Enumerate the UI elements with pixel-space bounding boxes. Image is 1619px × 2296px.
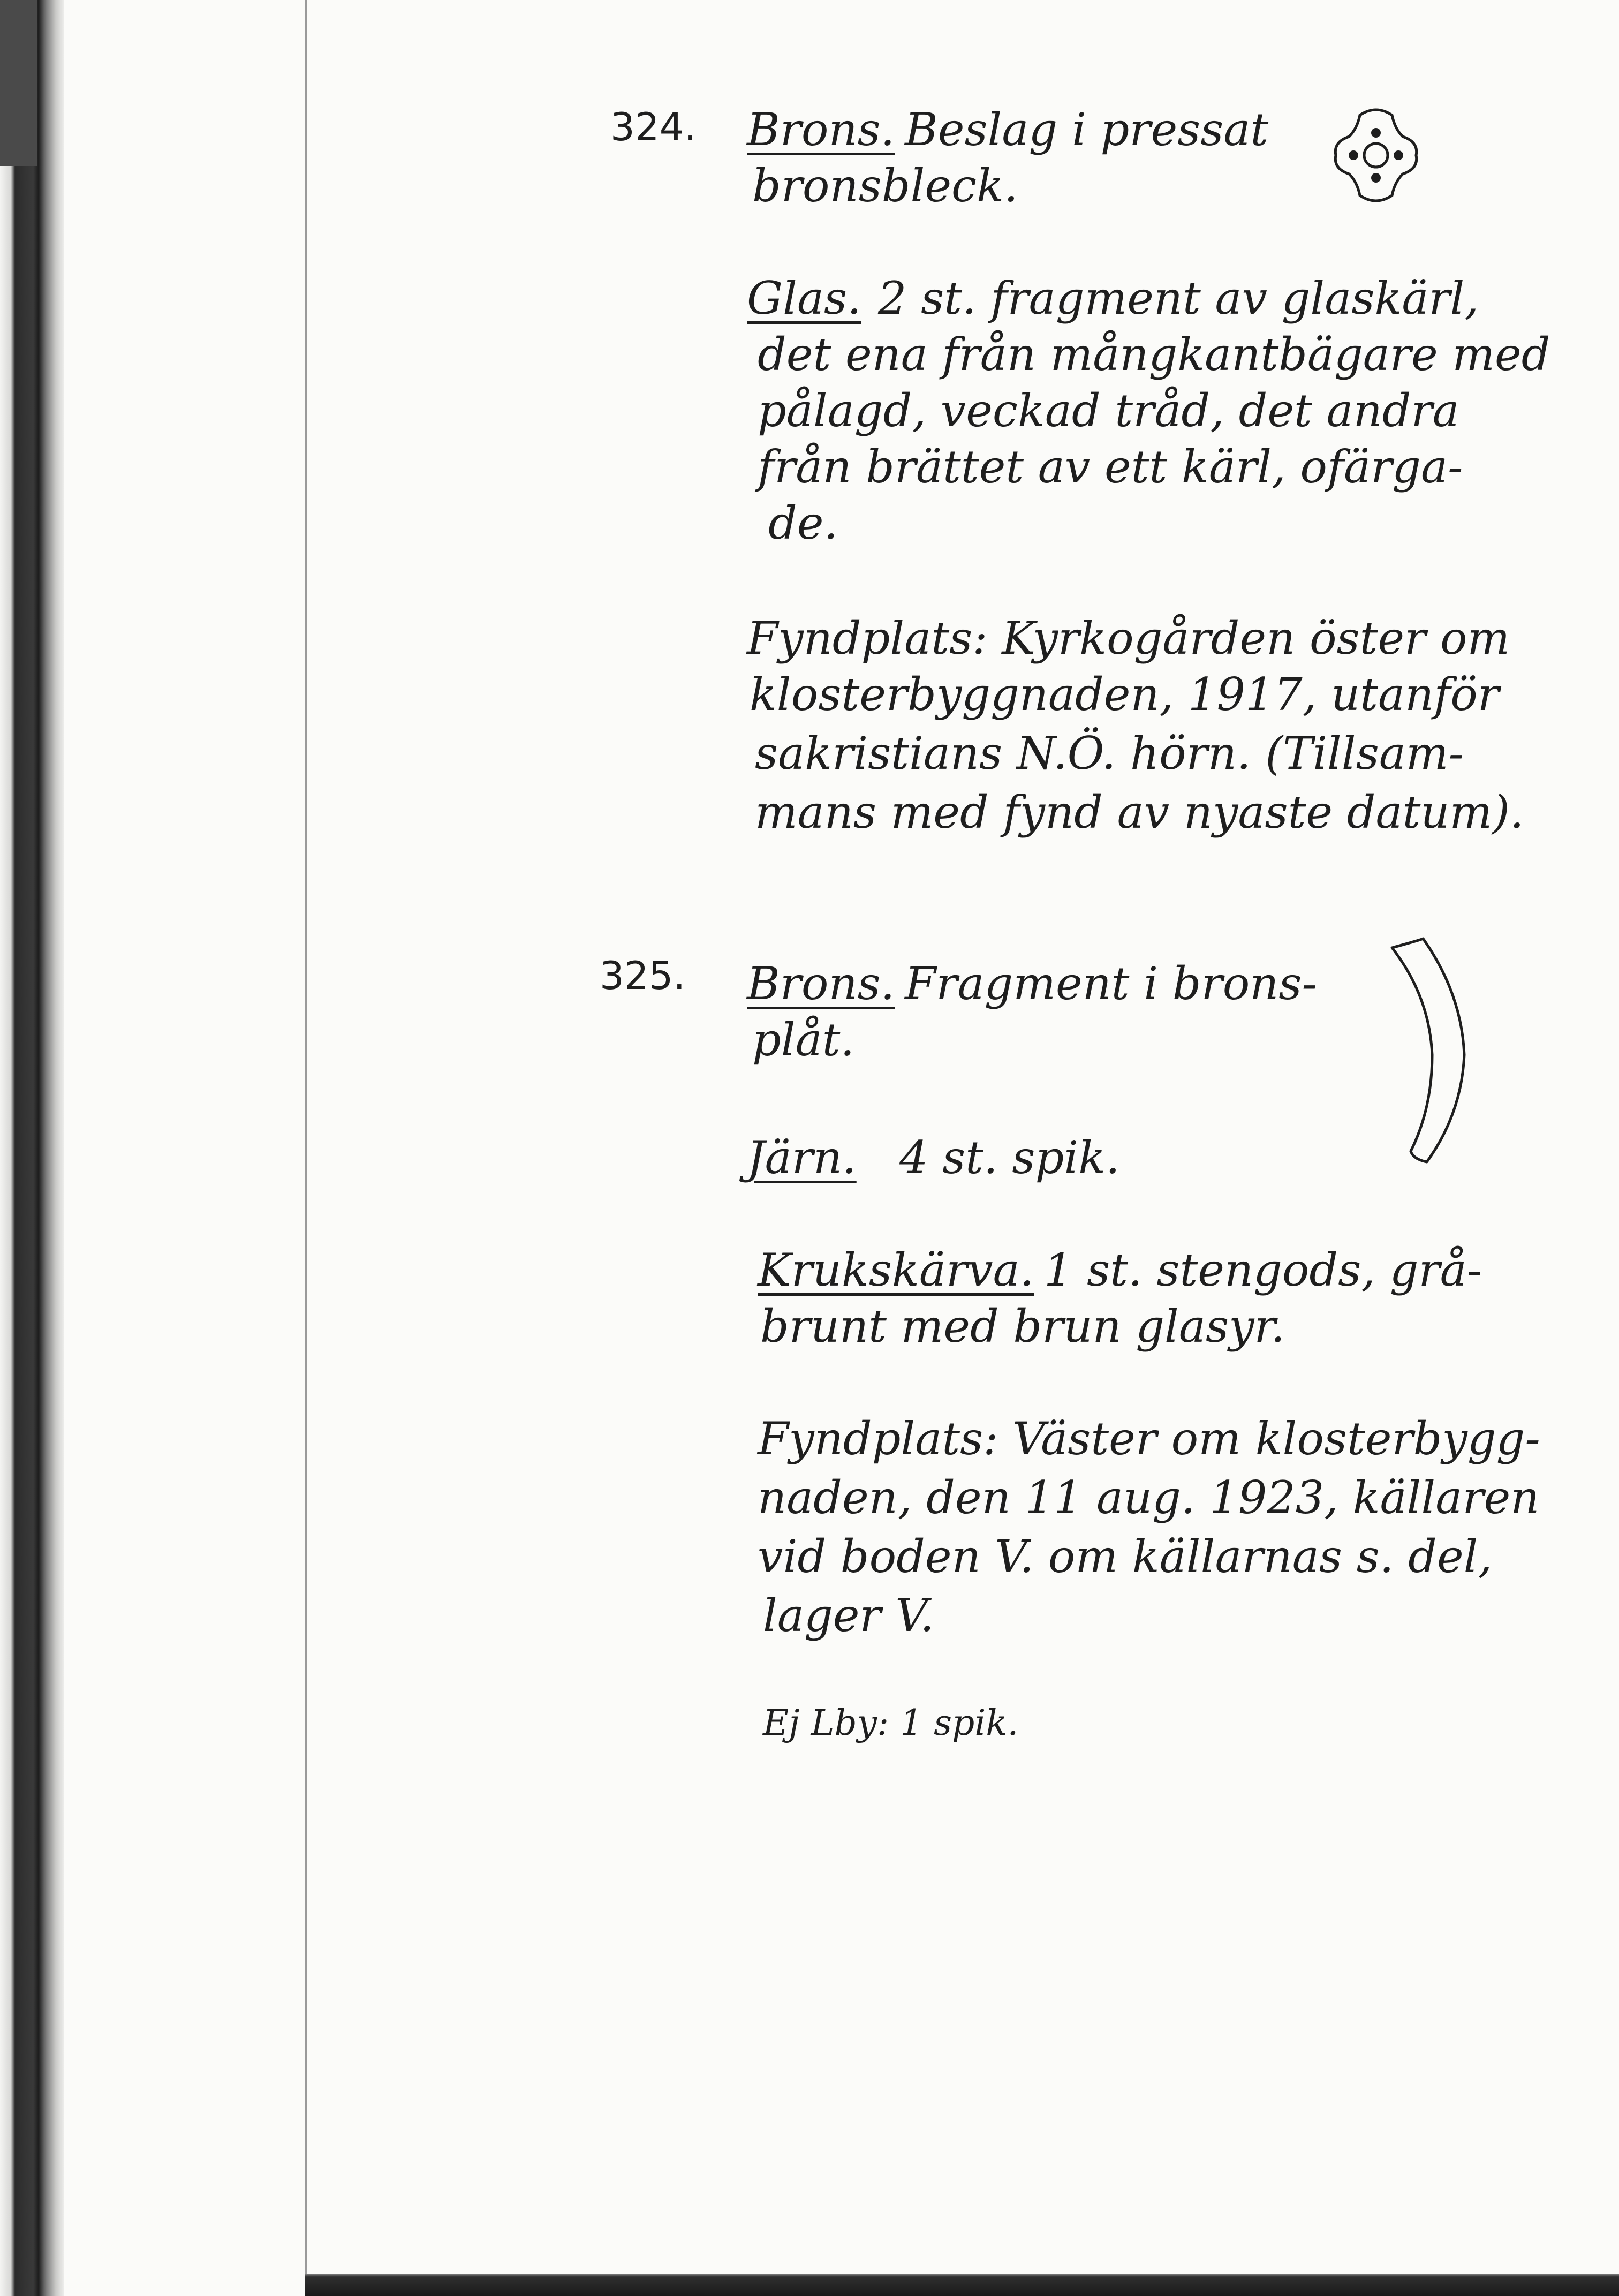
description-line: de. — [768, 497, 838, 549]
findspot-line: sakristians N.Ö. hörn. (Tillsam- — [755, 727, 1464, 780]
findspot-line: Fyndplats: Väster om klosterbygg- — [758, 1413, 1540, 1465]
mount-sketch — [1322, 102, 1429, 209]
description-line: 2 st. fragment av glaskärl, — [878, 272, 1479, 324]
entry-number: 325. — [600, 953, 686, 998]
findspot-line: Fyndplats: Kyrkogården öster om — [747, 612, 1510, 664]
material-heading: Brons. — [747, 957, 895, 1010]
notebook-binding — [0, 0, 64, 2296]
description-line: Beslag i pressat — [905, 103, 1269, 156]
material-heading: Järn. — [747, 1131, 857, 1184]
description-line: från brättet av ett kärl, ofärga- — [758, 441, 1463, 493]
material-heading: Krukskärva. — [758, 1244, 1034, 1296]
page-bottom-edge — [305, 2274, 1619, 2296]
description-line: brunt med brun glasyr. — [760, 1300, 1285, 1353]
material-heading: Glas. — [747, 272, 861, 324]
margin-note: Ej Lby: 1 spik. — [763, 1702, 1019, 1743]
description-line: plåt. — [752, 1014, 855, 1066]
margin-line — [305, 0, 307, 2276]
findspot-line: vid boden V. om källarnas s. del, — [758, 1530, 1493, 1583]
description-line: pålagd, veckad tråd, det andra — [758, 384, 1459, 437]
entry-number: 324. — [610, 104, 697, 149]
binding-notch — [0, 0, 37, 166]
description-line: Fragment i brons- — [905, 957, 1317, 1010]
findspot-line: naden, den 11 aug. 1923, källaren — [758, 1471, 1540, 1524]
findspot-line: klosterbyggnaden, 1917, utanför — [750, 668, 1500, 721]
findspot-line: mans med fynd av nyaste datum). — [755, 786, 1524, 839]
description-line: bronsbleck. — [752, 160, 1018, 212]
material-heading: Brons. — [747, 103, 895, 156]
description-line: 4 st. spik. — [899, 1131, 1120, 1184]
findspot-line: lager V. — [763, 1589, 934, 1642]
description-line: det ena från mångkantbägare med — [758, 328, 1550, 381]
description-line: 1 st. stengods, grå- — [1044, 1244, 1482, 1296]
fragment-sketch — [1381, 934, 1472, 1170]
